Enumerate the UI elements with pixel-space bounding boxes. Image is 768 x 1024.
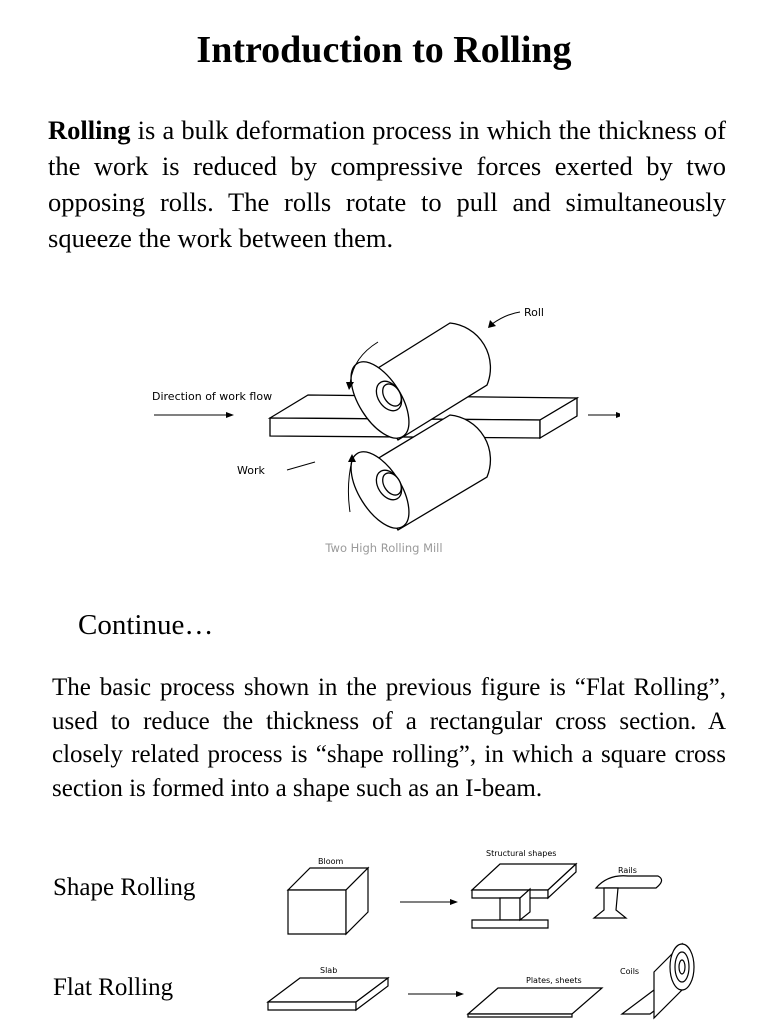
bloom-label: Bloom xyxy=(318,857,344,866)
structural-shapes-label: Structural shapes xyxy=(486,849,557,858)
plates-sheets-label: Plates, sheets xyxy=(526,976,582,985)
shape-rolling-label: Shape Rolling xyxy=(53,874,196,901)
coils-label: Coils xyxy=(620,967,640,976)
coil-shape xyxy=(622,944,694,1018)
rolled-products-figure xyxy=(258,842,728,1022)
slab-shape xyxy=(268,978,388,1010)
figure-caption: Two High Rolling Mill xyxy=(325,541,443,555)
rails-label: Rails xyxy=(618,866,637,875)
bloom-shape xyxy=(288,868,368,934)
body-paragraph: The basic process shown in the previous figure is “Flat Rolling”, used to reduce the thickness of a rectangular cross section. A closely related process is “shape rolling”, in which a square cross section is formed into a shape such as an I-beam. xyxy=(52,674,726,802)
intro-text: is a bulk deformation process in which the thickness of the work is reduced by compressive forces exerted by two opposing rolls. The rolls rotate to pull and simultaneously squeeze the work between them. xyxy=(48,115,726,253)
plate-shape xyxy=(468,988,602,1017)
i-beam-shape xyxy=(472,864,576,928)
direction-label: Direction of work flow xyxy=(152,390,273,403)
intro-paragraph xyxy=(48,112,726,256)
two-high-rolling-mill-figure xyxy=(140,290,620,535)
work-label: Work xyxy=(237,464,265,477)
page-title: Introduction to Rolling xyxy=(196,29,572,71)
slab-label: Slab xyxy=(320,966,338,975)
flat-rolling-label: Flat Rolling xyxy=(53,974,174,1001)
rail-shape xyxy=(594,876,662,918)
intro-bold-term: Rolling xyxy=(48,115,131,145)
roll-label: Roll xyxy=(524,306,544,319)
section-heading: Continue… xyxy=(78,609,214,641)
